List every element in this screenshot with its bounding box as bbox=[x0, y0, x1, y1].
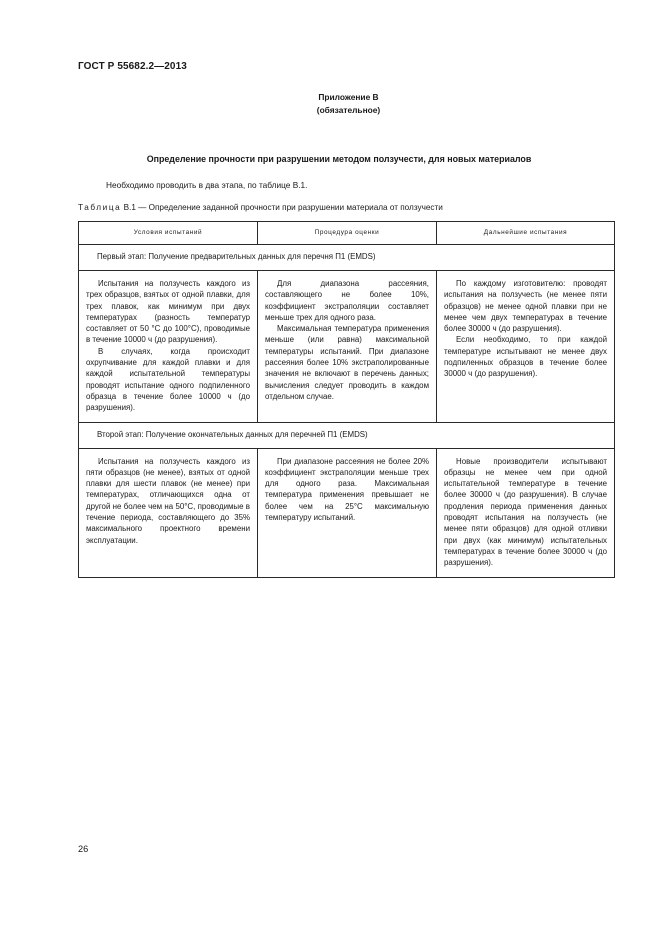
cell-paragraph: По каждому изготовителю: проводят испытания на ползучесть (не менее пяти образцов) не менее одной плавки при не менее чем двух температурах в течение более 30000 ч (до разрушения). bbox=[444, 279, 607, 334]
page-number: 26 bbox=[78, 844, 89, 854]
column-header: Процедура оценки bbox=[258, 222, 437, 245]
table-row bbox=[79, 448, 615, 577]
cell-paragraph: При диапазоне рассеяния не более 20% коэффициент экстраполяции меньше трех для одного раза. Максимальная температура применения превышает не более чем на 25°С максимальную температуру испытаний. bbox=[265, 456, 429, 523]
table-caption-word: Таблица bbox=[78, 203, 122, 212]
section-intro: Необходимо проводить в два этапа, по таблице В.1. bbox=[106, 180, 308, 190]
cell-paragraph: Если необходимо, то при каждой температуре испытывают не менее двух подпиленных образцов в течение более 30000 ч (до разрушения). bbox=[444, 335, 607, 379]
stage-row bbox=[79, 245, 615, 271]
section-heading: Определение прочности при разрушении методом ползучести, для новых материалов bbox=[146, 154, 532, 164]
document-code: ГОСТ Р 55682.2—2013 bbox=[78, 61, 187, 72]
column-header: Дальнейшие испытания bbox=[437, 222, 615, 245]
cell-paragraph: Испытания на ползучесть каждого из пяти образцов (не менее), взятых от одной плавки для шести плавок (не менее) при температурах, отличающихся одна от другой не более чем на 50°С, проводимые в течение периода, составляющего до 35% максимального проектного времени эксплуатации. bbox=[86, 456, 250, 545]
stage-title: Второй этап: Получение окончательных данных для перечней П1 (EMDS) bbox=[79, 422, 615, 448]
column-header: Условия испытаний bbox=[79, 222, 258, 245]
creep-rupture-table bbox=[78, 221, 615, 578]
cell-paragraph: Испытания на ползучесть каждого из трех образцов, взятых от одной плавки, для трех плавок, как минимум при двух температурах (разность температур составляет от 50 °С до 100°С), проводимые в течение 10000 ч (до разрушения). bbox=[86, 279, 250, 345]
table-header-row bbox=[79, 222, 615, 245]
further-tests-cell bbox=[437, 271, 615, 423]
stage-title: Первый этап: Получение предварительных данных для перечня П1 (EMDS) bbox=[79, 245, 615, 271]
procedure-cell bbox=[258, 271, 437, 423]
cell-paragraph: Максимальная температура применения меньше (или равна) максимальной температуры испытаний. При диапазоне рассеяния более 10% экстраполированные значения не включают в перечень данных; вычисления следует проводить в каждом отдельном случае. bbox=[265, 324, 429, 401]
annex-title: Приложение В bbox=[318, 92, 379, 102]
cell-paragraph: Для диапазона рассеяния, составляющего не более 10%, коэффициент экстраполяции составляет меньше трех для одного раза. bbox=[265, 279, 429, 322]
table-caption-text: В.1 — Определение заданной прочности при разрушении материала от ползучести bbox=[121, 203, 443, 212]
conditions-cell bbox=[79, 271, 258, 423]
cell-paragraph: В случаях, когда происходит охрупчивание для каждой плавки и для каждой испытательной температуры проводят испытание одного подпиленного образца в течение более 10000 ч (до разрушения). bbox=[86, 346, 250, 413]
annex-status: (обязательное) bbox=[316, 105, 381, 115]
further-tests-cell bbox=[437, 448, 615, 577]
stage-row bbox=[79, 422, 615, 448]
table-row bbox=[79, 271, 615, 423]
conditions-cell bbox=[79, 448, 258, 577]
table-caption bbox=[78, 203, 443, 212]
cell-paragraph: Новые производители испытывают образцы не менее чем при одной испытательной температуре в течение более 30000 ч (до разрушения). В случае продления периода применения данных проводят испытания на ползучесть (не менее пяти образцов) для одной отливки при двух (как минимум) испытательных температурах в течение более 30000 ч (до разрушения). bbox=[444, 456, 607, 568]
annex-block bbox=[0, 91, 661, 117]
procedure-cell bbox=[258, 448, 437, 577]
